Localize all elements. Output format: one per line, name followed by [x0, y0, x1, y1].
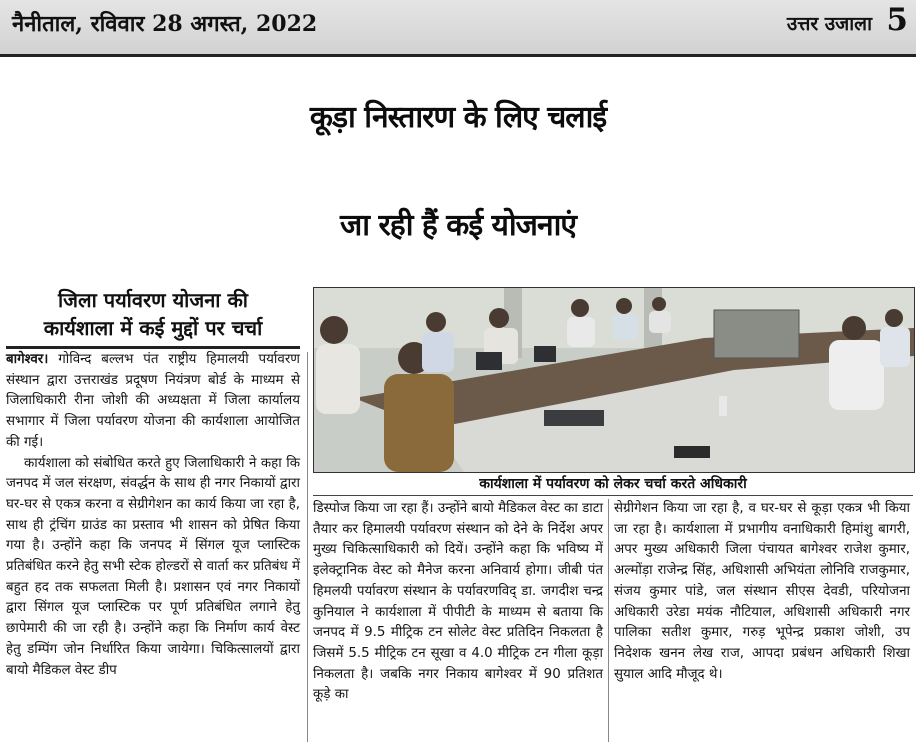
article-dateline: बागेश्वर।: [6, 352, 49, 367]
page-number: 5: [886, 2, 908, 38]
subheadline-divider: [6, 346, 300, 349]
column-divider: [608, 499, 609, 742]
subheadline-line-2: कार्यशाला में कई मुद्दों पर चर्चा: [43, 316, 263, 340]
edition-date: नैनीताल, रविवार 28 अगस्त, 2022: [12, 11, 318, 37]
newspaper-name: उत्तर उजाला: [786, 13, 872, 35]
article-lead-text: गोविन्द बल्लभ पंत राष्ट्रीय हिमालयी पर्यावरण संस्थान द्वारा उत्तराखंड प्रदूषण नियंत्रण बोर्ड के माध्यम से जिलाधिकारी रीना जोशी की अध्यक्षता में जिला कार्यालय सभागार में जिला पर्यावरण योजना की कार्यशाला आयोजित की गई।: [6, 352, 300, 450]
article-paragraph: कार्यशाला को संबोधित करते हुए जिलाधिकारी ने कहा कि जनपद में जल संरक्षण, संवर्द्धन के साथ ही नगर निकायों द्वारा घर-घर से एकत्र करना व सेग्रीगेशन का कार्य किया जा रहा है, साथ ही ट्रंचिंग ग्राउंड का प्रस्ताव भी शासन को प्रेषित किया गया है। उन्होंने कहा कि जनपद में सिंगल यूज प्लास्टिक प्रतिबंधित करने हेतु सभी स्टेक होल्डरों से वार्ता कर प्रतिबंध में बहुत हद तक सफलता मिली है। प्रशासन एवं नगर निकायों द्वारा सिंगल यूज प्लास्टिक पर पूर्ण प्रतिबंधित लगाने हेतु छापेमारी की जा रही है। उन्होंने कहा कि निर्माण कार्य वेस्ट हेतु डम्पिंग जोन निर्धारित किया जायेगा। चिकित्सालयों द्वारा बायो मैडिकल वेस्ट डीप: [6, 455, 300, 678]
headline-line-2: जा रही हैं कई योजनाएं: [340, 208, 576, 243]
article-paragraph: डिस्पोज किया जा रहा हैं। उन्होंने बायो मैडिकल वेस्ट का डाटा तैयार कर हिमालयी पर्यावरण संस्थान को देने के निर्देश अपर मुख्य चिकित्साधिकारी को दियें। उन्होंने कहा कि भविष्य में इलेक्ट्रानिक वेस्ट को मैनेज करना अनिवार्य होगा। जीबी पंत हिमलयी पर्यावरण संस्थान के पर्यावरणविद् डा. जगदीश चन्द्र कुनियाल ने कार्यशाला में पीपीटी के माध्यम से बताया कि जनपद में 9.5 मीट्रिक टन सोलेट वेस्ट प्रतिदिन निकलता है जिसमें 5.5 मीट्रिक टन सूखा व 4.0 मीट्रिक टन गीला कूड़ा निकलता है। जबकि नगर निकाय बागेश्वर में 90 प्रतिशत कूड़े का: [313, 501, 603, 703]
column-divider: [307, 352, 308, 742]
headline-line-1: कूड़ा निस्तारण के लिए चलाई: [309, 100, 607, 135]
subheadline-line-1: जिला पर्यावरण योजना की: [58, 288, 248, 312]
news-photo: [313, 287, 915, 473]
article-paragraph: [6, 350, 300, 454]
article-column-3: [614, 499, 910, 685]
caption-divider: [313, 495, 913, 496]
article-column-1: [6, 350, 300, 681]
meeting-photo-illustration: [314, 288, 914, 472]
header-divider: [0, 54, 916, 57]
subheadline: [6, 286, 300, 342]
photo-caption: कार्यशाला में पर्यावरण को लेकर चर्चा करते अधिकारी: [479, 476, 747, 492]
article-paragraph: सेग्रीगेशन किया जा रहा है, व घर-घर से कूड़ा एकत्र भी किया जा रहा है। कार्यशाला में प्रभागीय वनाधिकारी हिमांशु बागरी, अपर मुख्य अधिकारी जिला पंचायत बागेश्वर राजेश कुमार, अल्मोंड़ा राजेन्द्र सिंह, अधिशासी अभियंता लोनिवि राजकुमार, संजय कुमार पांडे, जल संस्थान सीएस देवडी, परियोजना अधिकारी उरेडा मयंक नौटियाल, अधिशासी अधिकारी नगर पालिका सतीश कुमार, गरुड़ भूपेन्द्र प्रकाश जोशी, उप निदेशक खनन लेख राज, आपदा प्रबंधन अधिकारी शिखा सुयाल आदि मौजूद थे।: [614, 501, 910, 682]
article-column-2: [313, 499, 603, 706]
